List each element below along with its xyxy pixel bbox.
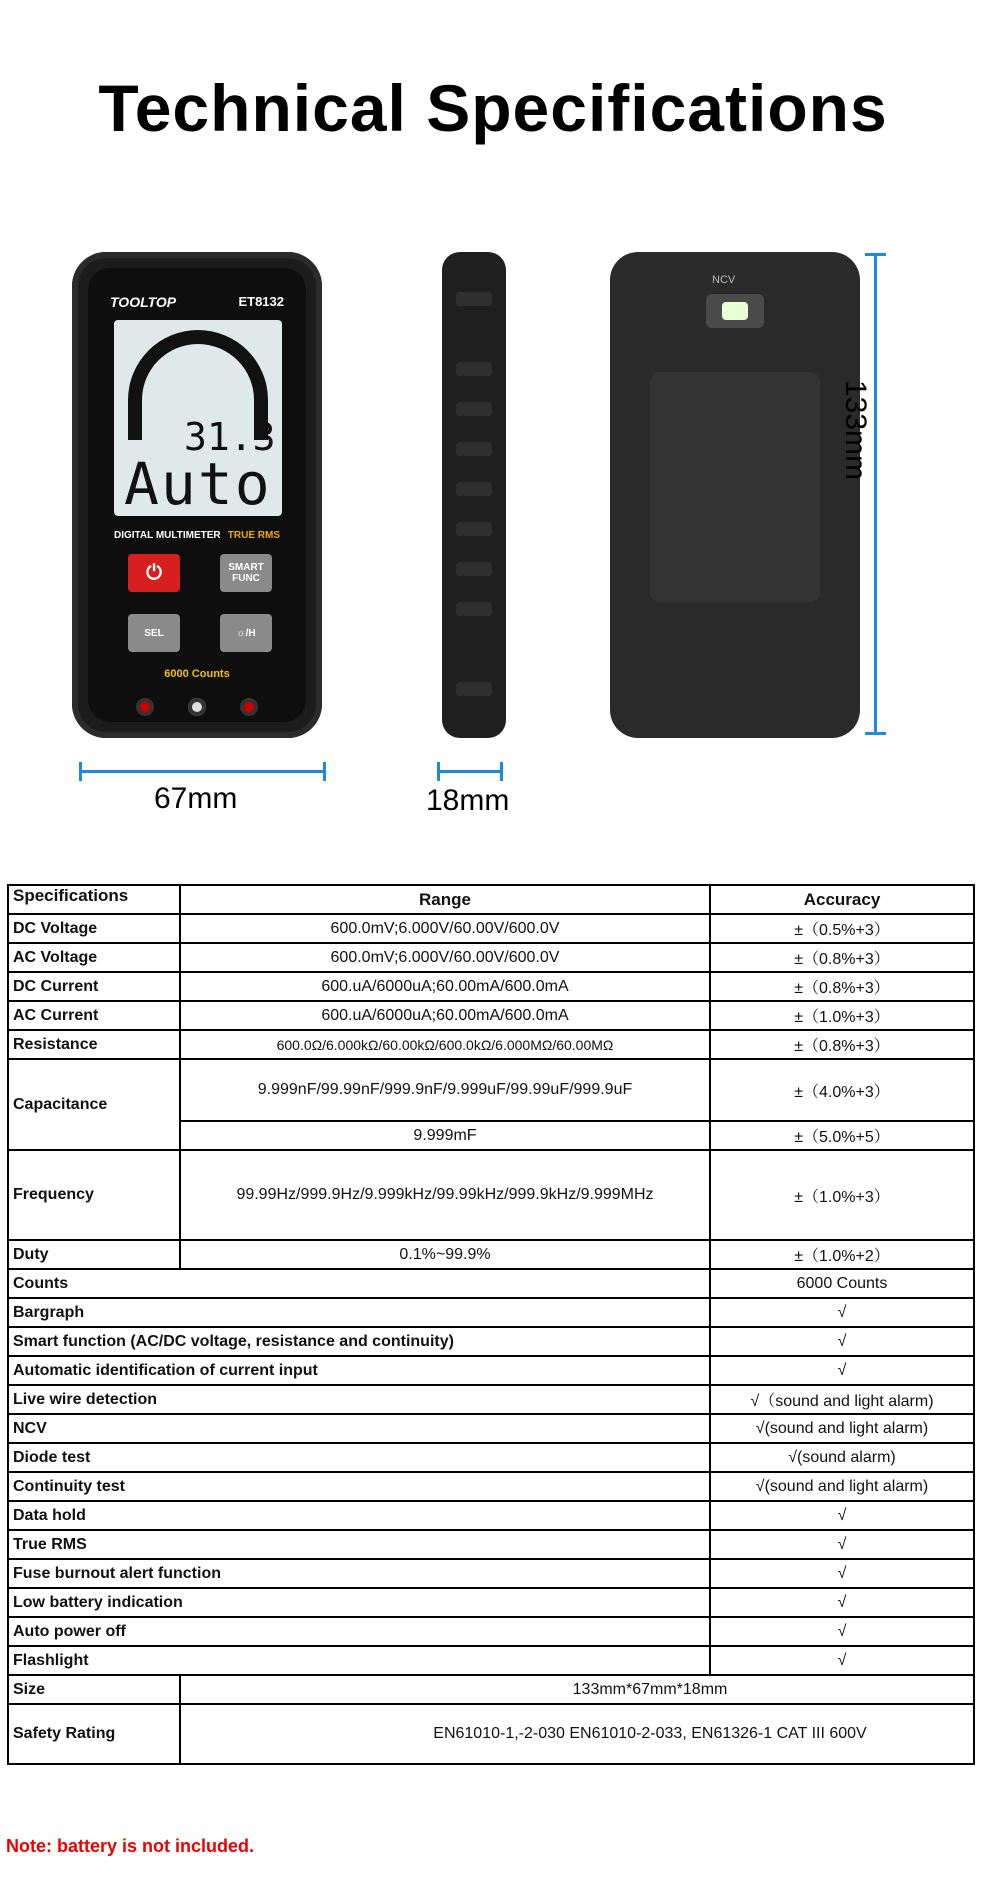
table-row (8, 1443, 974, 1472)
width-dimension-line (80, 770, 326, 773)
table-row (8, 1385, 974, 1414)
row-accuracy: ±（1.0%+2） (710, 1240, 974, 1269)
row-range: 600.uA/6000uA;60.00mA/600.0mA (180, 1001, 710, 1030)
table-row (8, 1030, 974, 1059)
width-dimension-tick (79, 762, 82, 781)
lcd-value: 31.3 (184, 415, 276, 459)
header-range: Range (180, 885, 710, 914)
row-name: AC Current (8, 1001, 180, 1030)
feature-name: Diode test (8, 1443, 710, 1472)
height-dimension-tick (865, 732, 886, 735)
feature-name: Auto power off (8, 1617, 710, 1646)
row-name: DC Voltage (8, 914, 180, 943)
counts-label: 6000 Counts (164, 668, 230, 680)
side-rib (456, 402, 492, 416)
table-row (8, 1414, 974, 1443)
multimeter-back-view (610, 252, 860, 738)
side-rib (456, 482, 492, 496)
power-icon: ⏻ (128, 554, 180, 592)
row-accuracy: ±（0.8%+3） (710, 943, 974, 972)
feature-name: Fuse burnout alert function (8, 1559, 710, 1588)
table-row (8, 1356, 974, 1385)
row-range: 9.999mF (180, 1121, 710, 1150)
feature-value: √(sound alarm) (710, 1443, 974, 1472)
row-range: 9.999nF/99.99nF/999.9nF/9.999uF/99.99uF/999.9uF (180, 1059, 710, 1121)
lcd-mode: Auto (124, 450, 272, 516)
table-row (8, 1327, 974, 1356)
feature-value: √ (710, 1646, 974, 1675)
row-accuracy: ±（0.8%+3） (710, 972, 974, 1001)
feature-name: Counts (8, 1269, 710, 1298)
row-range: 600.0mV;6.000V/60.00V/600.0V (180, 943, 710, 972)
table-row (8, 943, 974, 972)
feature-value: √ (710, 1530, 974, 1559)
side-rib (456, 682, 492, 696)
feature-name: Low battery indication (8, 1588, 710, 1617)
row-accuracy: ±（0.5%+3） (710, 914, 974, 943)
smart-func-key: SMART FUNC (220, 554, 272, 592)
table-row (8, 1501, 974, 1530)
feature-name: True RMS (8, 1530, 710, 1559)
row-range: 600.0mV;6.000V/60.00V/600.0V (180, 914, 710, 943)
feature-name: Live wire detection (8, 1385, 710, 1414)
true-rms-label: TRUE RMS (227, 530, 280, 541)
table-row (8, 1059, 974, 1121)
table-row (8, 1646, 974, 1675)
table-header-row (8, 885, 974, 914)
depth-dimension-tick (500, 762, 503, 781)
safety-value: EN61010-1,-2-030 EN61010-2-033, EN61326-1 CAT III 600V (180, 1704, 974, 1764)
table-row (8, 1001, 974, 1030)
feature-name: NCV (8, 1414, 710, 1443)
feature-value: √ (710, 1327, 974, 1356)
table-row (8, 1472, 974, 1501)
row-name: Resistance (8, 1030, 180, 1059)
depth-dimension-label: 18mm (426, 784, 510, 817)
feature-value: √ (710, 1501, 974, 1530)
header-accuracy: Accuracy (710, 885, 974, 914)
multimeter-side-view (442, 252, 506, 738)
feature-name: Continuity test (8, 1472, 710, 1501)
a-jack (136, 698, 154, 716)
row-accuracy: ±（4.0%+3） (710, 1059, 974, 1121)
side-rib (456, 522, 492, 536)
header-specifications: Specifications (8, 885, 180, 914)
feature-name: Smart function (AC/DC voltage, resistance and continuity) (8, 1327, 710, 1356)
feature-value: √ (710, 1588, 974, 1617)
feature-value: √ (710, 1617, 974, 1646)
width-dimension-tick (323, 762, 326, 781)
side-rib (456, 292, 492, 306)
row-range: 600.uA/6000uA;60.00mA/600.0mA (180, 972, 710, 1001)
row-range: 600.0Ω/6.000kΩ/60.00kΩ/600.0kΩ/6.000MΩ/60.00MΩ (180, 1030, 710, 1059)
row-accuracy: ±（0.8%+3） (710, 1030, 974, 1059)
height-dimension-tick (865, 253, 886, 256)
row-name: Capacitance (8, 1059, 180, 1150)
height-dimension-label: 133mm (839, 380, 872, 481)
row-range: 0.1%~99.9% (180, 1240, 710, 1269)
side-rib (456, 442, 492, 456)
table-row (8, 1588, 974, 1617)
multimeter-front-view (72, 252, 322, 738)
row-name: Duty (8, 1240, 180, 1269)
table-row (8, 1240, 974, 1269)
sel-key: SEL (128, 614, 180, 652)
row-name: DC Current (8, 972, 180, 1001)
feature-value: √（sound and light alarm) (710, 1385, 974, 1414)
table-row (8, 1617, 974, 1646)
depth-dimension-line (438, 770, 502, 773)
feature-value: √(sound and light alarm) (710, 1472, 974, 1501)
table-row (8, 914, 974, 943)
digital-multimeter-label: DIGITAL MULTIMETER (114, 530, 221, 541)
side-rib (456, 562, 492, 576)
table-row (8, 1704, 974, 1764)
model-label: ET8132 (238, 294, 284, 309)
row-name: Frequency (8, 1150, 180, 1240)
feature-name: Flashlight (8, 1646, 710, 1675)
spec-table (7, 884, 975, 1765)
feature-value: √ (710, 1298, 974, 1327)
row-name: AC Voltage (8, 943, 180, 972)
feature-value: √(sound and light alarm) (710, 1414, 974, 1443)
v-jack (240, 698, 258, 716)
size-name: Size (8, 1675, 180, 1704)
side-rib (456, 362, 492, 376)
ncv-label: NCV (712, 274, 736, 286)
table-row (8, 1559, 974, 1588)
com-jack (188, 698, 206, 716)
size-value: 133mm*67mm*18mm (180, 1675, 974, 1704)
back-panel (650, 372, 820, 602)
safety-name: Safety Rating (8, 1704, 180, 1764)
lcd-screen (114, 320, 282, 516)
table-row (8, 1150, 974, 1240)
row-accuracy: ±（1.0%+3） (710, 1001, 974, 1030)
flashlight-icon (706, 294, 764, 328)
feature-name: Data hold (8, 1501, 710, 1530)
side-rib (456, 602, 492, 616)
battery-note: Note: battery is not included. (6, 1836, 255, 1856)
table-row (8, 1675, 974, 1704)
brand-logo: TOOLTOP (110, 294, 177, 310)
table-row (8, 972, 974, 1001)
feature-value: 6000 Counts (710, 1269, 974, 1298)
depth-dimension-tick (437, 762, 440, 781)
table-row (8, 1298, 974, 1327)
table-row (8, 1530, 974, 1559)
page-title: Technical Specifications (98, 71, 888, 145)
feature-name: Bargraph (8, 1298, 710, 1327)
row-range: 99.99Hz/999.9Hz/9.999kHz/99.99kHz/999.9kHz/9.999MHz (180, 1150, 710, 1240)
light-hold-key: ☼/H (220, 614, 272, 652)
feature-name: Automatic identification of current input (8, 1356, 710, 1385)
feature-value: √ (710, 1356, 974, 1385)
row-accuracy: ±（5.0%+5） (710, 1121, 974, 1150)
row-accuracy: ±（1.0%+3） (710, 1150, 974, 1240)
width-dimension-label: 67mm (154, 782, 238, 815)
feature-value: √ (710, 1559, 974, 1588)
height-dimension-line (874, 254, 877, 734)
table-row (8, 1269, 974, 1298)
